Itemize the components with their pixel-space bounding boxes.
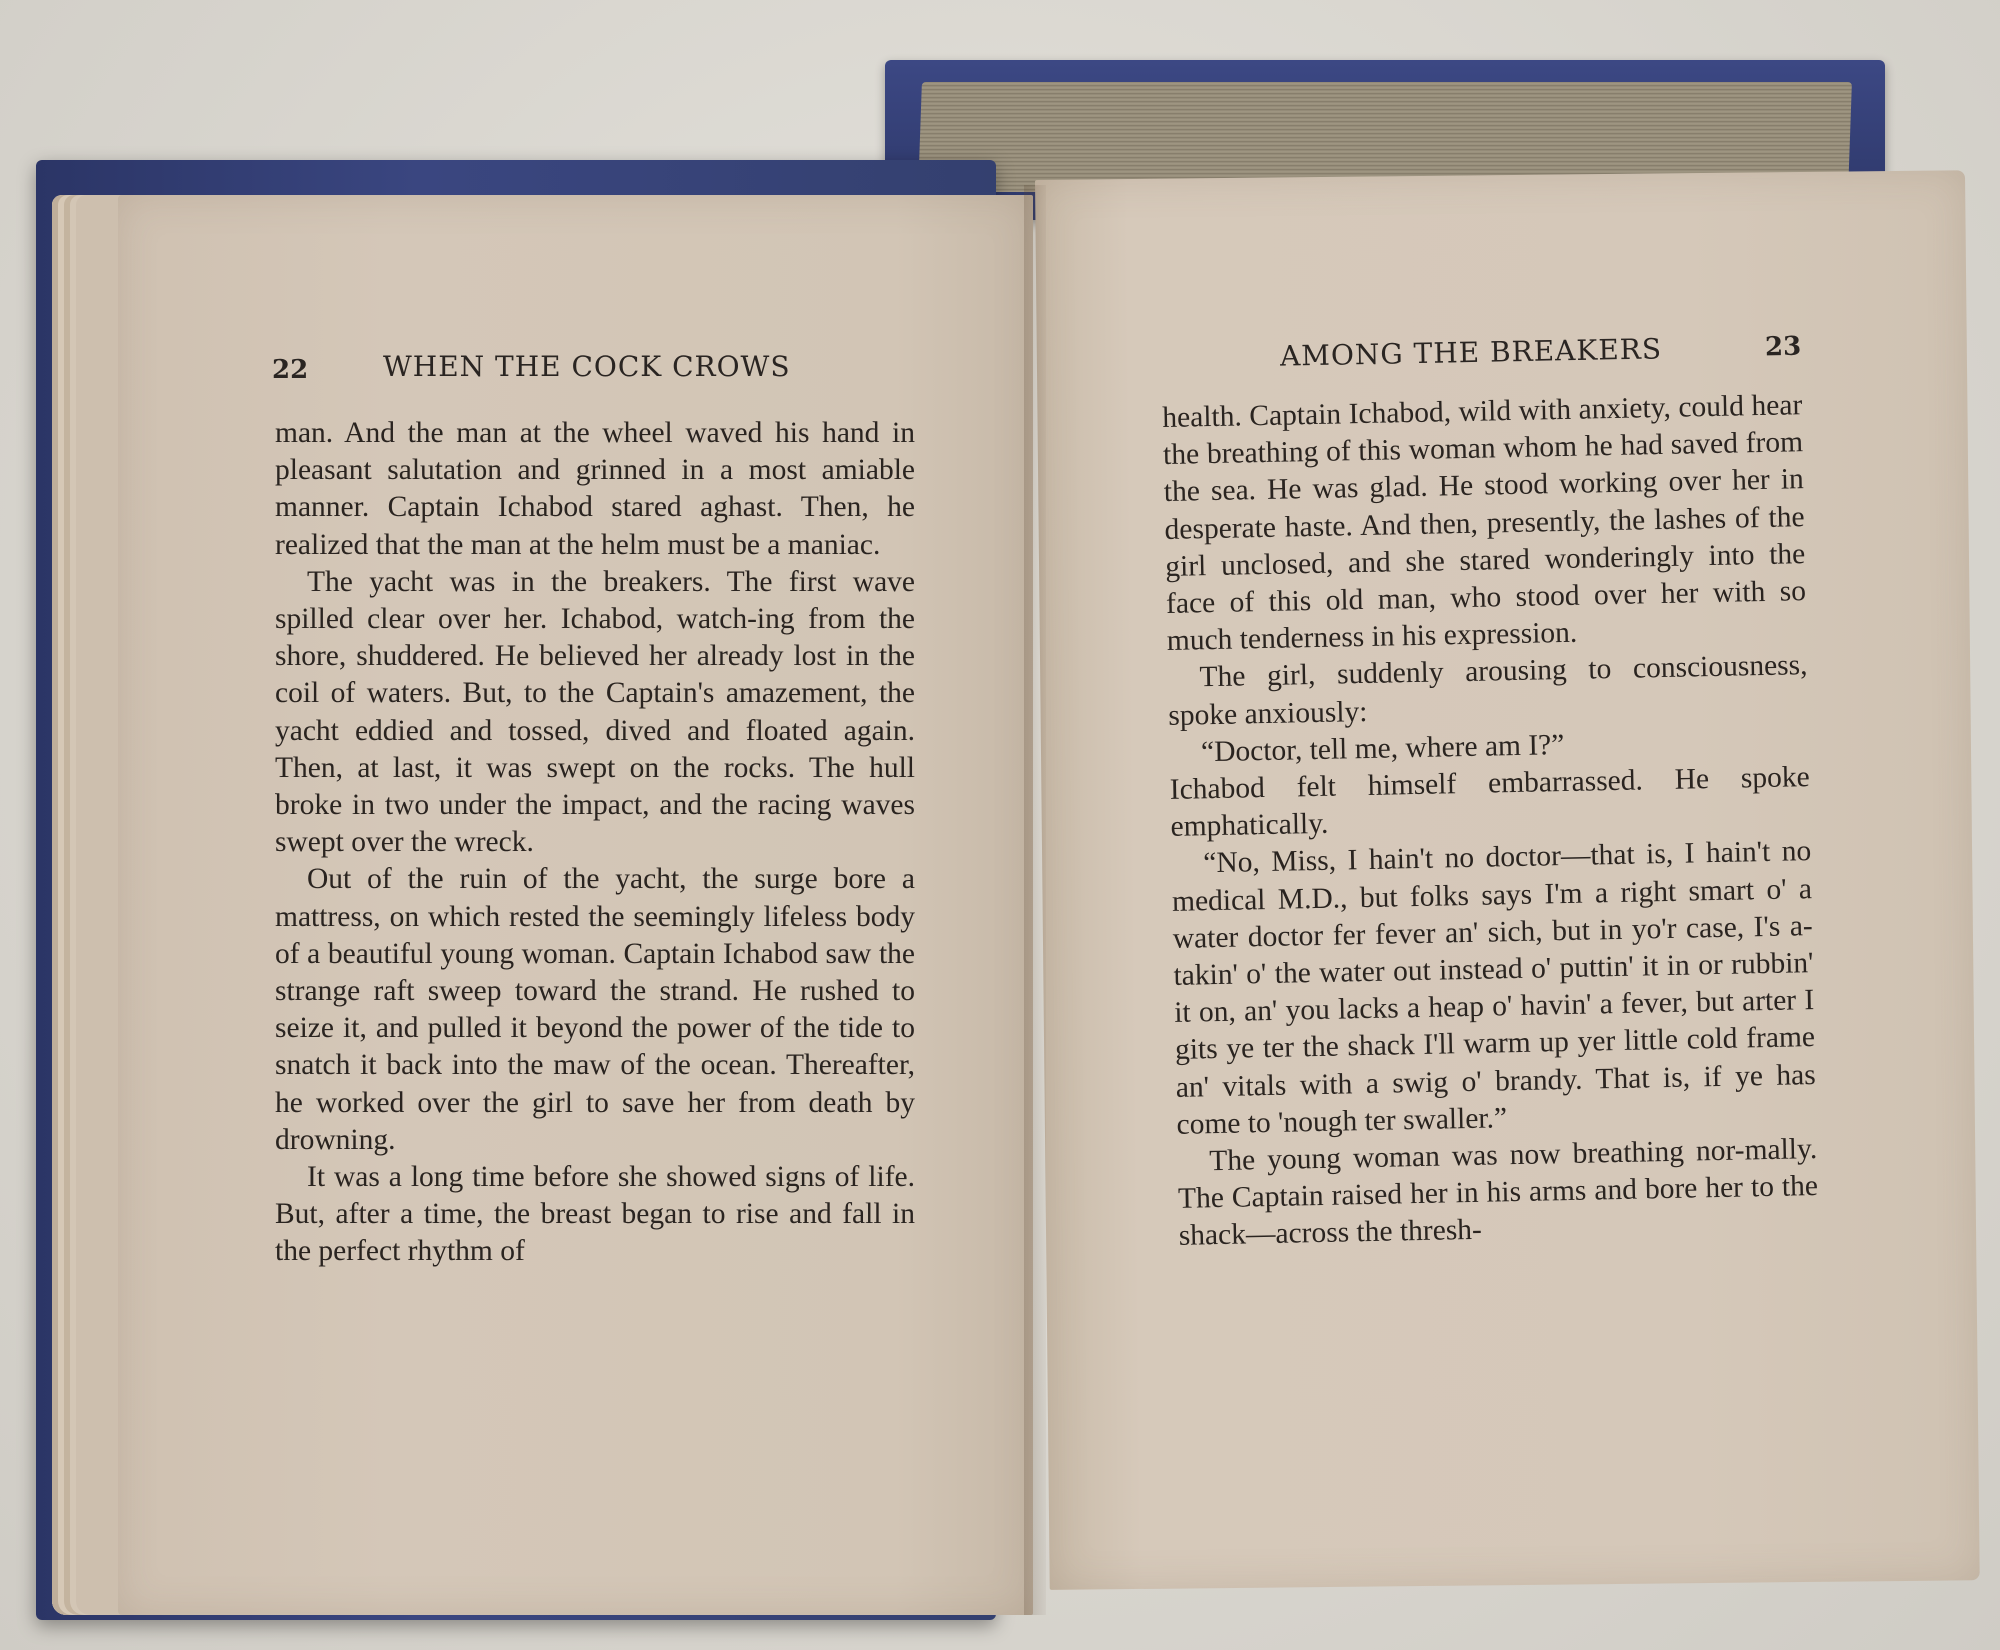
right-running-head: AMONG THE BREAKERS xyxy=(1279,332,1663,373)
right-paragraph: The young woman was now breathing nor-mally. The Captain raised her in his arms and bore her to the shack—across the thresh- xyxy=(1177,1133,1819,1253)
left-running-head: WHEN THE COCK CROWS xyxy=(383,350,791,383)
right-page-text xyxy=(1162,387,1819,1255)
book-gutter xyxy=(1024,185,1046,1615)
right-paragraph: The girl, suddenly arousing to consciousness, spoke anxiously: xyxy=(1168,649,1808,732)
right-page-number: 23 xyxy=(1764,331,1802,363)
left-paragraph: It was a long time before she showed signs of life. But, after a time, the breast began to rise and fall in the perfect rhythm of xyxy=(275,1161,915,1268)
right-paragraph: “Doctor, tell me, where am I?” xyxy=(1200,728,1565,769)
left-paragraph: The yacht was in the breakers. The first wave spilled clear over her. Ichabod, watch-ing from the shore, shuddered. He believed her already lost in the coil of waters. But, to the Captain's amazement, the yacht eddied and tossed, dived and floated again. Then, at last, it was swept on the rocks. The hull broke in two under the impact, and the racing waves swept over the wreck. xyxy=(275,565,915,859)
left-paragraph: man. And the man at the wheel waved his hand in pleasant salutation and grinned in a most amiable manner. Captain Ichabod stared aghast. Then, he realized that the man at the helm must be a maniac. xyxy=(275,417,915,561)
left-page-text xyxy=(275,415,915,1271)
right-paragraph: health. Captain Ichabod, wild with anxiety, could hear the breathing of this woman whom he had saved from the sea. He was glad. He stood working over her in desperate haste. And then, presently, the lashes of the girl unclosed, and she stared wonderingly into the face of this old man, who stood over her with so much tenderness in his expression. xyxy=(1162,389,1807,658)
left-paragraph: Out of the ruin of the yacht, the surge bore a mattress, on which rested the seemingly lifeless body of a beautiful young woman. Captain Ichabod saw the strange raft sweep toward the strand. He rushed to seize it, and pulled it beyond the power of the tide to snatch it back into the maw of the ocean. Thereafter, he worked over the girl to save her from death by drowning. xyxy=(275,863,915,1156)
right-paragraph: “No, Miss, I hain't no doctor—that is, I hain't no medical M.D., but folks says I'm a right smart o' a water doctor fer fever an' sich, but in yo'r case, I's a-takin' o' the water out instead o' puttin' it in or rubbin' it on, an' you lacks a heap o' havin' a fever, but arter I gits ye ter the shack I'll warm up yer little cold frame an' vitals with a swig o' brandy. That is, if ye has come to 'nough ter swaller.” xyxy=(1171,835,1816,1141)
right-paragraph: Ichabod felt himself embarrassed. He spoke emphatically. xyxy=(1169,761,1811,844)
left-page-number: 22 xyxy=(272,355,309,385)
